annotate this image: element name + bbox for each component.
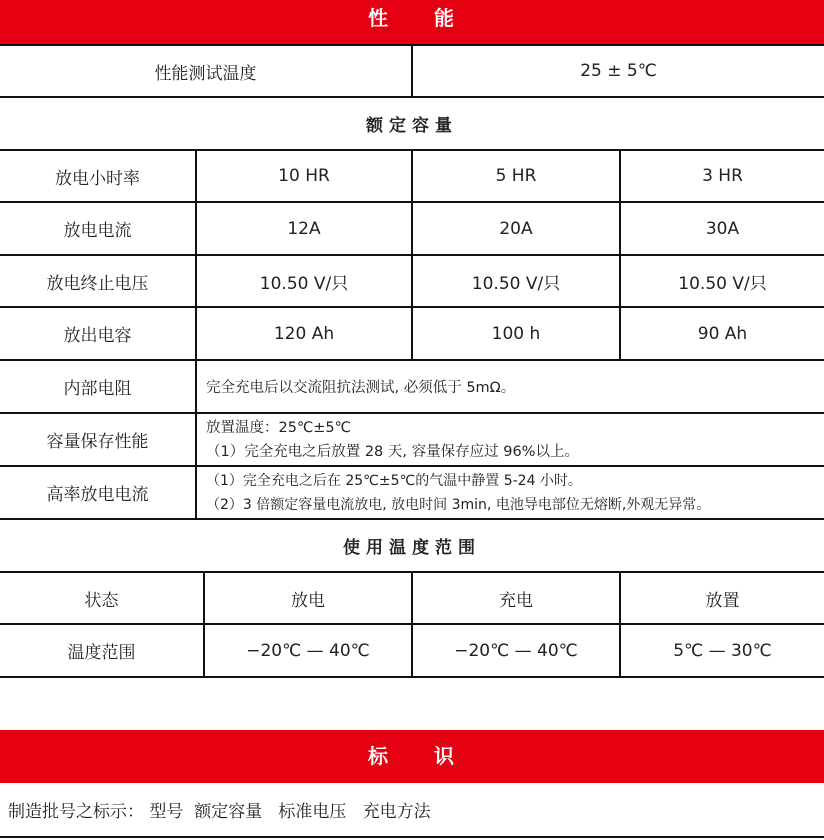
rule bbox=[0, 836, 824, 838]
row-label-discharge-rate: 放电小时率 bbox=[55, 168, 140, 189]
test-temperature-value: 25 ± 5℃ bbox=[580, 61, 657, 81]
performance-banner bbox=[0, 0, 824, 44]
capacity-retention-line-1: 放置温度：25℃±5℃ bbox=[206, 419, 351, 436]
cell-discharge-rate-10hr: 10 HR bbox=[278, 166, 330, 186]
column-divider bbox=[195, 465, 197, 520]
capacity-retention-line-2: （1）完全充电之后放置 28 天, 容量保存应过 96%以上。 bbox=[206, 443, 579, 460]
high-rate-discharge-line-2: （2）3 倍额定容量电流放电, 放电时间 3min, 电池导电部位无熔断,外观无异常。 bbox=[206, 496, 711, 513]
row-label-end-voltage: 放电终止电压 bbox=[46, 273, 149, 294]
temp-header-charge: 充电 bbox=[499, 590, 533, 611]
cell-capacity-3: 90 Ah bbox=[697, 323, 748, 344]
performance-title-char-2: 能 bbox=[434, 6, 456, 30]
cell-end-voltage-1: 10.50 V/只 bbox=[259, 273, 349, 294]
cell-discharge-current-1: 12A bbox=[287, 218, 321, 239]
performance-title-char-1: 性 bbox=[368, 6, 390, 30]
temp-range-discharge: −20℃ — 40℃ bbox=[246, 640, 370, 661]
temp-header-storage: 放置 bbox=[705, 590, 740, 611]
temp-range-storage: 5℃ — 30℃ bbox=[673, 640, 772, 661]
temperature-range-heading: 使用温度范围 bbox=[343, 538, 481, 558]
marking-title-char-1: 标 bbox=[368, 744, 390, 768]
high-rate-discharge-text bbox=[206, 467, 822, 518]
cell-end-voltage-2: 10.50 V/只 bbox=[471, 273, 561, 294]
high-rate-discharge-line-1: （1）完全充电之后在 25℃±5℃的气温中静置 5-24 小时。 bbox=[206, 472, 582, 489]
capacity-retention-text bbox=[206, 414, 816, 465]
temp-header-discharge: 放电 bbox=[291, 590, 325, 611]
row-label-internal-resistance: 内部电阻 bbox=[63, 379, 132, 399]
row-label-capacity-retention: 容量保存性能 bbox=[46, 432, 149, 452]
cell-discharge-rate-5hr: 5 HR bbox=[495, 166, 537, 186]
internal-resistance-text: 完全充电后以交流阻抗法测试, 必须低于 5mΩ。 bbox=[206, 380, 516, 396]
cell-capacity-2: 100 h bbox=[491, 323, 541, 344]
rated-capacity-heading: 额定容量 bbox=[366, 116, 458, 136]
cell-discharge-rate-3hr: 3 HR bbox=[702, 166, 743, 186]
row-label-high-rate-discharge: 高率放电电流 bbox=[46, 485, 149, 505]
cell-discharge-current-2: 20A bbox=[499, 218, 533, 239]
marking-title-char-2: 识 bbox=[434, 744, 456, 768]
cell-capacity-1: 120 Ah bbox=[273, 323, 335, 344]
temp-header-state: 状态 bbox=[84, 590, 119, 611]
cell-end-voltage-3: 10.50 V/只 bbox=[678, 273, 767, 294]
row-label-capacity: 放出电容 bbox=[63, 326, 132, 346]
temp-range-charge: −20℃ — 40℃ bbox=[454, 640, 578, 661]
marking-text: 制造批号之标示： 型号 额定容量 标准电压 充电方法 bbox=[8, 801, 431, 822]
temp-row-label: 温度范围 bbox=[67, 643, 136, 663]
test-temperature-label: 性能测试温度 bbox=[154, 63, 257, 84]
row-label-discharge-current: 放电电流 bbox=[63, 221, 132, 241]
marking-banner bbox=[0, 730, 824, 783]
cell-discharge-current-3: 30A bbox=[705, 218, 740, 239]
